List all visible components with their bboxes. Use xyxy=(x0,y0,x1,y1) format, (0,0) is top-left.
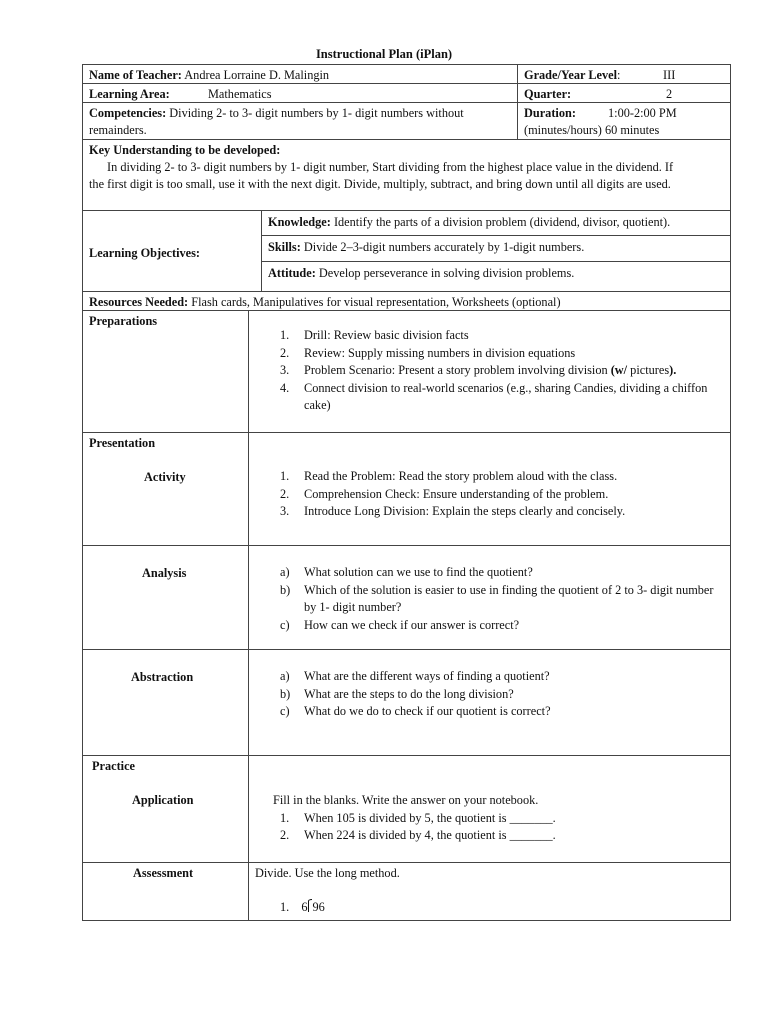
preparations-label: Preparations xyxy=(89,314,158,328)
list-item: 2. Review: Supply missing numbers in division equations xyxy=(280,345,576,360)
teacher-cell xyxy=(82,64,518,84)
skills-cell xyxy=(261,235,731,262)
preparations-list xyxy=(280,327,724,415)
abstraction-label-cell xyxy=(82,649,249,756)
grade-label: Grade/Year Level xyxy=(524,68,618,82)
attitude-cell xyxy=(261,261,731,292)
key-understanding-text: In dividing 2- to 3- digit numbers by 1- digit number, Start dividing from the highest place value in the dividend. If the first digit is too small, use it with the next digit. Divide, multiply, subtract, and bring down until all digits are used. xyxy=(89,160,674,191)
application-intro: Fill in the blanks. Write the answer on your notebook. xyxy=(273,793,539,807)
assessment-instruction: Divide. Use the long method. xyxy=(255,866,400,880)
duration-unit: (minutes/hours) 60 minutes xyxy=(524,123,660,137)
abstraction-label: Abstraction xyxy=(131,670,194,684)
preparations-content-cell xyxy=(248,310,731,433)
activity-list xyxy=(280,468,724,521)
competencies-label: Competencies: xyxy=(89,106,167,120)
analysis-label: Analysis xyxy=(142,566,187,580)
knowledge-cell xyxy=(261,210,731,236)
grade-cell xyxy=(517,64,731,84)
knowledge-text: Identify the parts of a division problem (dividend, divisor, quotient). xyxy=(333,215,671,229)
division-dividend: 96 xyxy=(312,900,325,914)
resources-label: Resources Needed: xyxy=(89,295,189,309)
list-item: 2. Comprehension Check: Ensure understanding of the problem. xyxy=(280,486,609,501)
abstraction-list xyxy=(280,668,724,721)
objectives-label: Learning Objectives: xyxy=(89,246,200,260)
learning-area-cell xyxy=(82,83,518,103)
list-item: c) What do we do to check if our quotient is correct? xyxy=(280,704,551,718)
grade-colon: : xyxy=(617,68,621,82)
list-item: b) Which of the solution is easier to use in finding the quotient of 2 to 3- digit number by 1- digit number? xyxy=(280,582,714,614)
application-list xyxy=(280,810,724,845)
list-item: 3. Problem Scenario: Present a story problem involving division (w/ pictures). xyxy=(280,363,677,377)
competencies-value: Dividing 2- to 3- digit numbers by 1- digit numbers without remainders. xyxy=(89,106,464,137)
duration-time: 1:00-2:00 PM xyxy=(608,106,677,120)
list-item: 3. Introduce Long Division: Explain the steps clearly and concisely. xyxy=(280,504,626,518)
abstraction-content-cell xyxy=(248,649,731,756)
application-content-cell xyxy=(248,755,731,863)
skills-text: Divide 2–3-digit numbers accurately by 1-digit numbers. xyxy=(303,240,585,254)
analysis-label-cell xyxy=(82,545,249,650)
practice-label: Practice xyxy=(92,759,136,773)
analysis-list xyxy=(280,564,724,634)
learning-area-value: Mathematics xyxy=(208,87,272,101)
practice-label-cell xyxy=(82,755,249,863)
division-divisor: 6 xyxy=(301,900,308,914)
knowledge-label: Knowledge: xyxy=(268,215,331,229)
list-item: c) How can we check if our answer is correct? xyxy=(280,617,520,632)
analysis-content-cell xyxy=(248,545,731,650)
presentation-label: Presentation xyxy=(89,436,156,450)
duration-label: Duration: xyxy=(524,106,576,120)
competencies-cell xyxy=(82,102,518,140)
list-item: 1. When 105 is divided by 5, the quotient is _______. xyxy=(280,810,556,825)
assessment-item: 1. 6 96 xyxy=(280,900,325,914)
learning-area-label: Learning Area: xyxy=(89,87,170,101)
activity-label: Activity xyxy=(144,470,186,484)
list-item: 1. Read the Problem: Read the story problem aloud with the class. xyxy=(280,469,618,483)
teacher-name: Andrea Lorraine D. Malingin xyxy=(184,68,330,82)
skills-label: Skills: xyxy=(268,240,301,254)
grade-value: III xyxy=(663,68,676,82)
key-understanding-label: Key Understanding to be developed: xyxy=(89,143,281,157)
quarter-cell xyxy=(517,83,731,103)
resources-value: Flash cards, Manipulatives for visual representation, Worksheets (optional) xyxy=(191,295,561,309)
list-item: a) What solution can we use to find the quotient? xyxy=(280,565,533,579)
list-item: 2. When 224 is divided by 4, the quotient is _______. xyxy=(280,828,556,842)
activity-content-cell xyxy=(248,432,731,546)
assessment-label: Assessment xyxy=(133,866,194,880)
key-understanding-cell xyxy=(82,139,731,211)
presentation-label-cell xyxy=(82,432,249,546)
duration-cell xyxy=(517,102,731,140)
application-label: Application xyxy=(132,793,194,807)
list-item: b) What are the steps to do the long division? xyxy=(280,686,514,701)
list-item: a) What are the different ways of finding a quotient? xyxy=(280,669,550,683)
objectives-label-cell xyxy=(82,210,262,292)
assessment-label-cell xyxy=(82,862,249,921)
document-title: Instructional Plan (iPlan) xyxy=(315,47,453,61)
resources-cell xyxy=(82,291,731,311)
assessment-content-cell xyxy=(248,862,731,921)
teacher-label: Name of Teacher: xyxy=(89,68,182,82)
preparations-label-cell xyxy=(82,310,249,433)
iplan-table xyxy=(82,64,731,921)
quarter-label: Quarter: xyxy=(524,87,572,101)
quarter-value: 2 xyxy=(666,87,673,101)
attitude-text: Develop perseverance in solving division problems. xyxy=(318,266,575,280)
attitude-label: Attitude: xyxy=(268,266,316,280)
list-item: 1. Drill: Review basic division facts xyxy=(280,328,469,342)
list-item: 4. Connect division to real-world scenarios (e.g., sharing Candies, dividing a chiffon cake) xyxy=(280,380,708,412)
